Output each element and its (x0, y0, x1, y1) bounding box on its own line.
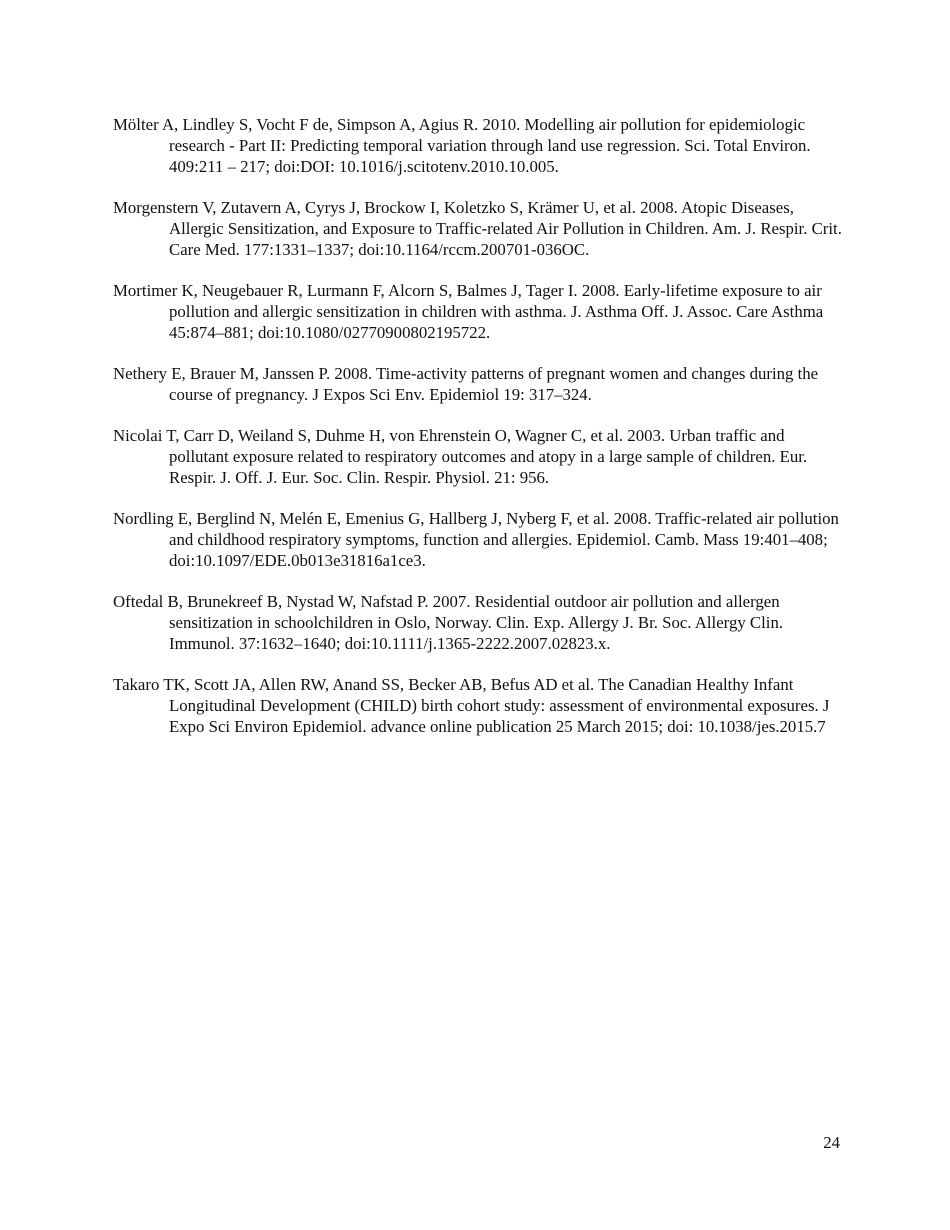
reference-entry: Mölter A, Lindley S, Vocht F de, Simpson A, Agius R. 2010. Modelling air pollution for epidemiologic research - Part II: Predicting temporal variation through land use regression. Sci. Total Environ. 409:211 – 217; doi:DOI: 10.1016/j.scitotenv.2010.10.005. (113, 115, 811, 176)
reference-entry: Oftedal B, Brunekreef B, Nystad W, Nafstad P. 2007. Residential outdoor air pollution and allergen sensitization in schoolchildren in Oslo, Norway. Clin. Exp. Allergy J. Br. Soc. Allergy Clin. Immunol. 37:1632–1640; doi:10.1111/j.1365-2222.2007.02823.x. (113, 592, 784, 653)
reference-entry: Nordling E, Berglind N, Melén E, Emenius G, Hallberg J, Nyberg F, et al. 2008. Traffic-related air pollution and childhood respiratory symptoms, function and allergies. Epidemiol. Camb. Mass 19:401–408; doi:10.1097/EDE.0b013e31816a1ce3. (113, 509, 839, 570)
page-number: 24 (823, 1133, 840, 1152)
reference-entry: Morgenstern V, Zutavern A, Cyrys J, Brockow I, Koletzko S, Krämer U, et al. 2008. Atopic Diseases, Allergic Sensitization, and Exposure to Traffic-related Air Pollution in Children. Am. J. Respir. Crit. Care Med. 177:1331–1337; doi:10.1164/rccm.200701-036OC. (113, 198, 842, 259)
reference-entry: Takaro TK, Scott JA, Allen RW, Anand SS, Becker AB, Befus AD et al. The Canadian Healthy Infant Longitudinal Development (CHILD) birth cohort study: assessment of environmental exposures. J Expo Sci Environ Epidemiol. advance online publication 25 March 2015; doi: 10.1038/jes.2015.7 (113, 675, 830, 736)
reference-entry: Mortimer K, Neugebauer R, Lurmann F, Alcorn S, Balmes J, Tager I. 2008. Early-lifetime exposure to air pollution and allergic sensitization in children with asthma. J. Asthma Off. J. Assoc. Care Asthma 45:874–881; doi:10.1080/02770900802195722. (113, 281, 824, 342)
reference-entry: Nethery E, Brauer M, Janssen P. 2008. Time-activity patterns of pregnant women and changes during the course of pregnancy. J Expos Sci Env. Epidemiol 19: 317–324. (113, 364, 819, 404)
reference-entry: Nicolai T, Carr D, Weiland S, Duhme H, von Ehrenstein O, Wagner C, et al. 2003. Urban traffic and pollutant exposure related to respiratory outcomes and atopy in a large sample of children. Eur. Respir. J. Off. J. Eur. Soc. Clin. Respir. Physiol. 21: 956. (113, 426, 808, 487)
reference-list (113, 114, 843, 757)
